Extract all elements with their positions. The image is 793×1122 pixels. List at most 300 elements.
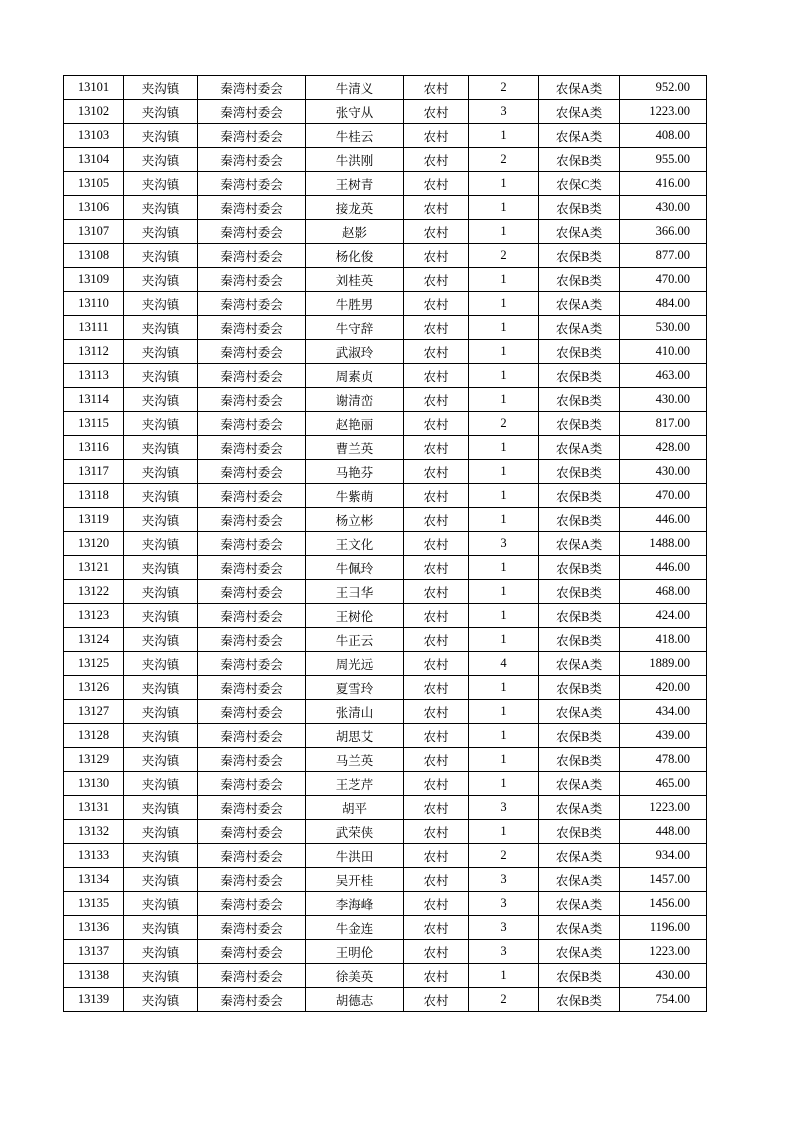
cell-count: 1 — [469, 820, 539, 844]
table-row — [64, 580, 707, 604]
cell-count: 2 — [469, 412, 539, 436]
cell-id: 13124 — [64, 628, 124, 652]
cell-town: 夹沟镇 — [124, 748, 198, 772]
table-body — [64, 76, 707, 1012]
cell-category: 农保B类 — [539, 460, 620, 484]
table-row — [64, 556, 707, 580]
cell-village: 秦湾村委会 — [198, 124, 306, 148]
cell-town: 夹沟镇 — [124, 940, 198, 964]
table-row — [64, 844, 707, 868]
cell-name: 接龙英 — [306, 196, 404, 220]
cell-name: 牛胜男 — [306, 292, 404, 316]
cell-village: 秦湾村委会 — [198, 676, 306, 700]
cell-name: 马艳芬 — [306, 460, 404, 484]
cell-name: 赵影 — [306, 220, 404, 244]
table-row — [64, 916, 707, 940]
cell-id: 13123 — [64, 604, 124, 628]
cell-town: 夹沟镇 — [124, 364, 198, 388]
cell-count: 2 — [469, 844, 539, 868]
cell-name: 赵艳丽 — [306, 412, 404, 436]
cell-count: 1 — [469, 220, 539, 244]
cell-id: 13109 — [64, 268, 124, 292]
cell-category: 农保A类 — [539, 220, 620, 244]
cell-type: 农村 — [404, 628, 469, 652]
table-row — [64, 964, 707, 988]
cell-category: 农保A类 — [539, 700, 620, 724]
cell-town: 夹沟镇 — [124, 436, 198, 460]
cell-type: 农村 — [404, 100, 469, 124]
cell-name: 王芝芹 — [306, 772, 404, 796]
cell-type: 农村 — [404, 748, 469, 772]
cell-village: 秦湾村委会 — [198, 700, 306, 724]
cell-village: 秦湾村委会 — [198, 820, 306, 844]
cell-id: 13125 — [64, 652, 124, 676]
benefits-table — [63, 75, 707, 1012]
cell-category: 农保B类 — [539, 964, 620, 988]
cell-village: 秦湾村委会 — [198, 628, 306, 652]
cell-name: 周素贞 — [306, 364, 404, 388]
cell-town: 夹沟镇 — [124, 532, 198, 556]
table-row — [64, 196, 707, 220]
cell-town: 夹沟镇 — [124, 700, 198, 724]
cell-name: 牛守辞 — [306, 316, 404, 340]
cell-amount: 463.00 — [620, 364, 707, 388]
cell-village: 秦湾村委会 — [198, 316, 306, 340]
cell-type: 农村 — [404, 460, 469, 484]
table-row — [64, 508, 707, 532]
table-row — [64, 148, 707, 172]
cell-name: 杨化俊 — [306, 244, 404, 268]
cell-id: 13110 — [64, 292, 124, 316]
cell-town: 夹沟镇 — [124, 220, 198, 244]
cell-name: 胡思艾 — [306, 724, 404, 748]
cell-type: 农村 — [404, 988, 469, 1012]
cell-amount: 428.00 — [620, 436, 707, 460]
cell-village: 秦湾村委会 — [198, 868, 306, 892]
cell-id: 13116 — [64, 436, 124, 460]
cell-town: 夹沟镇 — [124, 724, 198, 748]
cell-town: 夹沟镇 — [124, 556, 198, 580]
cell-name: 牛桂云 — [306, 124, 404, 148]
cell-village: 秦湾村委会 — [198, 412, 306, 436]
cell-name: 牛清义 — [306, 76, 404, 100]
cell-amount: 877.00 — [620, 244, 707, 268]
cell-town: 夹沟镇 — [124, 388, 198, 412]
cell-id: 13106 — [64, 196, 124, 220]
cell-id: 13118 — [64, 484, 124, 508]
cell-name: 牛洪刚 — [306, 148, 404, 172]
cell-village: 秦湾村委会 — [198, 916, 306, 940]
cell-amount: 754.00 — [620, 988, 707, 1012]
cell-category: 农保A类 — [539, 844, 620, 868]
cell-category: 农保A类 — [539, 532, 620, 556]
cell-count: 3 — [469, 940, 539, 964]
cell-village: 秦湾村委会 — [198, 148, 306, 172]
cell-category: 农保C类 — [539, 172, 620, 196]
cell-town: 夹沟镇 — [124, 628, 198, 652]
cell-category: 农保B类 — [539, 676, 620, 700]
cell-village: 秦湾村委会 — [198, 364, 306, 388]
cell-type: 农村 — [404, 244, 469, 268]
cell-town: 夹沟镇 — [124, 148, 198, 172]
cell-name: 夏雪玲 — [306, 676, 404, 700]
cell-name: 曹兰英 — [306, 436, 404, 460]
cell-village: 秦湾村委会 — [198, 532, 306, 556]
cell-id: 13108 — [64, 244, 124, 268]
cell-name: 牛紫萌 — [306, 484, 404, 508]
cell-id: 13107 — [64, 220, 124, 244]
table-row — [64, 652, 707, 676]
cell-type: 农村 — [404, 556, 469, 580]
cell-name: 牛金连 — [306, 916, 404, 940]
cell-name: 王文化 — [306, 532, 404, 556]
cell-category: 农保B类 — [539, 268, 620, 292]
cell-count: 2 — [469, 148, 539, 172]
cell-village: 秦湾村委会 — [198, 748, 306, 772]
cell-village: 秦湾村委会 — [198, 508, 306, 532]
cell-village: 秦湾村委会 — [198, 892, 306, 916]
table-row — [64, 532, 707, 556]
cell-town: 夹沟镇 — [124, 652, 198, 676]
cell-amount: 484.00 — [620, 292, 707, 316]
table-row — [64, 988, 707, 1012]
cell-amount: 446.00 — [620, 508, 707, 532]
table-row — [64, 700, 707, 724]
cell-town: 夹沟镇 — [124, 604, 198, 628]
cell-type: 农村 — [404, 172, 469, 196]
cell-type: 农村 — [404, 364, 469, 388]
cell-village: 秦湾村委会 — [198, 196, 306, 220]
cell-type: 农村 — [404, 532, 469, 556]
cell-count: 1 — [469, 772, 539, 796]
table-row — [64, 244, 707, 268]
cell-village: 秦湾村委会 — [198, 340, 306, 364]
cell-id: 13119 — [64, 508, 124, 532]
cell-count: 1 — [469, 580, 539, 604]
cell-type: 农村 — [404, 604, 469, 628]
cell-id: 13117 — [64, 460, 124, 484]
cell-name: 杨立彬 — [306, 508, 404, 532]
cell-id: 13138 — [64, 964, 124, 988]
cell-amount: 430.00 — [620, 964, 707, 988]
cell-town: 夹沟镇 — [124, 988, 198, 1012]
cell-category: 农保A类 — [539, 76, 620, 100]
cell-type: 农村 — [404, 964, 469, 988]
table-row — [64, 76, 707, 100]
cell-count: 1 — [469, 964, 539, 988]
cell-name: 王明伦 — [306, 940, 404, 964]
cell-category: 农保A类 — [539, 292, 620, 316]
cell-count: 1 — [469, 124, 539, 148]
cell-amount: 468.00 — [620, 580, 707, 604]
cell-type: 农村 — [404, 652, 469, 676]
cell-amount: 416.00 — [620, 172, 707, 196]
cell-count: 1 — [469, 748, 539, 772]
cell-id: 13134 — [64, 868, 124, 892]
cell-id: 13120 — [64, 532, 124, 556]
cell-count: 3 — [469, 100, 539, 124]
cell-amount: 439.00 — [620, 724, 707, 748]
cell-type: 农村 — [404, 196, 469, 220]
table-row — [64, 172, 707, 196]
cell-category: 农保B类 — [539, 580, 620, 604]
cell-name: 王彐华 — [306, 580, 404, 604]
cell-name: 王树青 — [306, 172, 404, 196]
cell-type: 农村 — [404, 124, 469, 148]
cell-amount: 470.00 — [620, 484, 707, 508]
cell-count: 2 — [469, 244, 539, 268]
cell-category: 农保B类 — [539, 148, 620, 172]
cell-name: 李海峰 — [306, 892, 404, 916]
cell-village: 秦湾村委会 — [198, 604, 306, 628]
cell-count: 1 — [469, 364, 539, 388]
cell-id: 13131 — [64, 796, 124, 820]
cell-amount: 410.00 — [620, 340, 707, 364]
cell-category: 农保A类 — [539, 796, 620, 820]
cell-type: 农村 — [404, 676, 469, 700]
cell-id: 13121 — [64, 556, 124, 580]
cell-count: 3 — [469, 532, 539, 556]
table-row — [64, 100, 707, 124]
cell-count: 1 — [469, 316, 539, 340]
cell-amount: 1196.00 — [620, 916, 707, 940]
cell-id: 13114 — [64, 388, 124, 412]
cell-category: 农保B类 — [539, 508, 620, 532]
cell-type: 农村 — [404, 292, 469, 316]
table-row — [64, 796, 707, 820]
cell-town: 夹沟镇 — [124, 892, 198, 916]
cell-type: 农村 — [404, 724, 469, 748]
cell-count: 1 — [469, 628, 539, 652]
cell-village: 秦湾村委会 — [198, 268, 306, 292]
cell-count: 1 — [469, 700, 539, 724]
cell-id: 13126 — [64, 676, 124, 700]
cell-id: 13105 — [64, 172, 124, 196]
cell-name: 刘桂英 — [306, 268, 404, 292]
cell-category: 农保B类 — [539, 196, 620, 220]
cell-category: 农保B类 — [539, 724, 620, 748]
cell-id: 13135 — [64, 892, 124, 916]
cell-amount: 434.00 — [620, 700, 707, 724]
cell-category: 农保B类 — [539, 388, 620, 412]
cell-amount: 448.00 — [620, 820, 707, 844]
cell-name: 张清山 — [306, 700, 404, 724]
cell-village: 秦湾村委会 — [198, 940, 306, 964]
cell-town: 夹沟镇 — [124, 412, 198, 436]
table-row — [64, 940, 707, 964]
cell-count: 1 — [469, 268, 539, 292]
cell-amount: 934.00 — [620, 844, 707, 868]
table-row — [64, 772, 707, 796]
cell-name: 牛正云 — [306, 628, 404, 652]
cell-category: 农保B类 — [539, 412, 620, 436]
cell-type: 农村 — [404, 700, 469, 724]
cell-name: 吴开桂 — [306, 868, 404, 892]
cell-count: 1 — [469, 604, 539, 628]
cell-count: 1 — [469, 724, 539, 748]
cell-type: 农村 — [404, 316, 469, 340]
table-row — [64, 868, 707, 892]
cell-amount: 424.00 — [620, 604, 707, 628]
table-row — [64, 364, 707, 388]
cell-village: 秦湾村委会 — [198, 772, 306, 796]
cell-amount: 478.00 — [620, 748, 707, 772]
cell-type: 农村 — [404, 484, 469, 508]
cell-town: 夹沟镇 — [124, 964, 198, 988]
cell-town: 夹沟镇 — [124, 796, 198, 820]
cell-category: 农保B类 — [539, 628, 620, 652]
cell-amount: 530.00 — [620, 316, 707, 340]
cell-id: 13137 — [64, 940, 124, 964]
cell-name: 武淑玲 — [306, 340, 404, 364]
cell-village: 秦湾村委会 — [198, 172, 306, 196]
cell-type: 农村 — [404, 412, 469, 436]
cell-name: 王树伦 — [306, 604, 404, 628]
cell-type: 农村 — [404, 148, 469, 172]
cell-type: 农村 — [404, 796, 469, 820]
cell-village: 秦湾村委会 — [198, 964, 306, 988]
cell-type: 农村 — [404, 220, 469, 244]
cell-amount: 955.00 — [620, 148, 707, 172]
cell-id: 13101 — [64, 76, 124, 100]
cell-type: 农村 — [404, 868, 469, 892]
cell-town: 夹沟镇 — [124, 76, 198, 100]
cell-id: 13136 — [64, 916, 124, 940]
cell-count: 1 — [469, 196, 539, 220]
cell-village: 秦湾村委会 — [198, 244, 306, 268]
cell-count: 3 — [469, 868, 539, 892]
table-row — [64, 892, 707, 916]
cell-town: 夹沟镇 — [124, 772, 198, 796]
cell-id: 13113 — [64, 364, 124, 388]
cell-name: 胡德志 — [306, 988, 404, 1012]
cell-amount: 952.00 — [620, 76, 707, 100]
cell-name: 张守从 — [306, 100, 404, 124]
cell-count: 1 — [469, 340, 539, 364]
cell-town: 夹沟镇 — [124, 196, 198, 220]
cell-name: 牛佩玲 — [306, 556, 404, 580]
cell-count: 3 — [469, 892, 539, 916]
cell-town: 夹沟镇 — [124, 292, 198, 316]
cell-category: 农保B类 — [539, 484, 620, 508]
cell-town: 夹沟镇 — [124, 316, 198, 340]
cell-amount: 430.00 — [620, 388, 707, 412]
cell-town: 夹沟镇 — [124, 844, 198, 868]
table-row — [64, 628, 707, 652]
cell-count: 1 — [469, 460, 539, 484]
cell-count: 1 — [469, 172, 539, 196]
cell-amount: 408.00 — [620, 124, 707, 148]
cell-id: 13122 — [64, 580, 124, 604]
cell-name: 胡平 — [306, 796, 404, 820]
cell-id: 13104 — [64, 148, 124, 172]
cell-category: 农保A类 — [539, 652, 620, 676]
cell-amount: 420.00 — [620, 676, 707, 700]
cell-count: 3 — [469, 916, 539, 940]
cell-category: 农保A类 — [539, 436, 620, 460]
cell-name: 周光远 — [306, 652, 404, 676]
cell-village: 秦湾村委会 — [198, 652, 306, 676]
cell-category: 农保A类 — [539, 916, 620, 940]
cell-amount: 418.00 — [620, 628, 707, 652]
cell-village: 秦湾村委会 — [198, 796, 306, 820]
table-row — [64, 484, 707, 508]
table-row — [64, 220, 707, 244]
cell-count: 1 — [469, 484, 539, 508]
cell-amount: 430.00 — [620, 196, 707, 220]
cell-town: 夹沟镇 — [124, 340, 198, 364]
cell-town: 夹沟镇 — [124, 172, 198, 196]
cell-amount: 1223.00 — [620, 796, 707, 820]
cell-type: 农村 — [404, 508, 469, 532]
cell-village: 秦湾村委会 — [198, 484, 306, 508]
cell-town: 夹沟镇 — [124, 508, 198, 532]
cell-type: 农村 — [404, 580, 469, 604]
table-row — [64, 676, 707, 700]
cell-village: 秦湾村委会 — [198, 100, 306, 124]
cell-count: 1 — [469, 508, 539, 532]
cell-category: 农保A类 — [539, 316, 620, 340]
cell-amount: 1889.00 — [620, 652, 707, 676]
cell-count: 4 — [469, 652, 539, 676]
cell-count: 2 — [469, 76, 539, 100]
cell-id: 13127 — [64, 700, 124, 724]
cell-category: 农保B类 — [539, 988, 620, 1012]
cell-type: 农村 — [404, 772, 469, 796]
cell-amount: 470.00 — [620, 268, 707, 292]
cell-type: 农村 — [404, 916, 469, 940]
cell-town: 夹沟镇 — [124, 244, 198, 268]
cell-count: 1 — [469, 436, 539, 460]
table-row — [64, 124, 707, 148]
cell-village: 秦湾村委会 — [198, 436, 306, 460]
cell-category: 农保A类 — [539, 868, 620, 892]
cell-amount: 1456.00 — [620, 892, 707, 916]
cell-town: 夹沟镇 — [124, 676, 198, 700]
cell-amount: 1488.00 — [620, 532, 707, 556]
table-row — [64, 460, 707, 484]
cell-town: 夹沟镇 — [124, 100, 198, 124]
cell-id: 13112 — [64, 340, 124, 364]
cell-type: 农村 — [404, 76, 469, 100]
cell-type: 农村 — [404, 940, 469, 964]
cell-village: 秦湾村委会 — [198, 292, 306, 316]
table-row — [64, 268, 707, 292]
cell-category: 农保B类 — [539, 556, 620, 580]
cell-id: 13111 — [64, 316, 124, 340]
cell-id: 13102 — [64, 100, 124, 124]
cell-count: 1 — [469, 676, 539, 700]
cell-category: 农保B类 — [539, 820, 620, 844]
cell-id: 13139 — [64, 988, 124, 1012]
cell-category: 农保B类 — [539, 364, 620, 388]
cell-amount: 446.00 — [620, 556, 707, 580]
cell-amount: 1223.00 — [620, 940, 707, 964]
cell-count: 1 — [469, 556, 539, 580]
cell-count: 2 — [469, 988, 539, 1012]
cell-village: 秦湾村委会 — [198, 220, 306, 244]
cell-village: 秦湾村委会 — [198, 76, 306, 100]
cell-type: 农村 — [404, 268, 469, 292]
cell-id: 13130 — [64, 772, 124, 796]
cell-amount: 366.00 — [620, 220, 707, 244]
cell-id: 13115 — [64, 412, 124, 436]
cell-name: 马兰英 — [306, 748, 404, 772]
table-row — [64, 412, 707, 436]
cell-type: 农村 — [404, 340, 469, 364]
cell-village: 秦湾村委会 — [198, 580, 306, 604]
cell-type: 农村 — [404, 820, 469, 844]
